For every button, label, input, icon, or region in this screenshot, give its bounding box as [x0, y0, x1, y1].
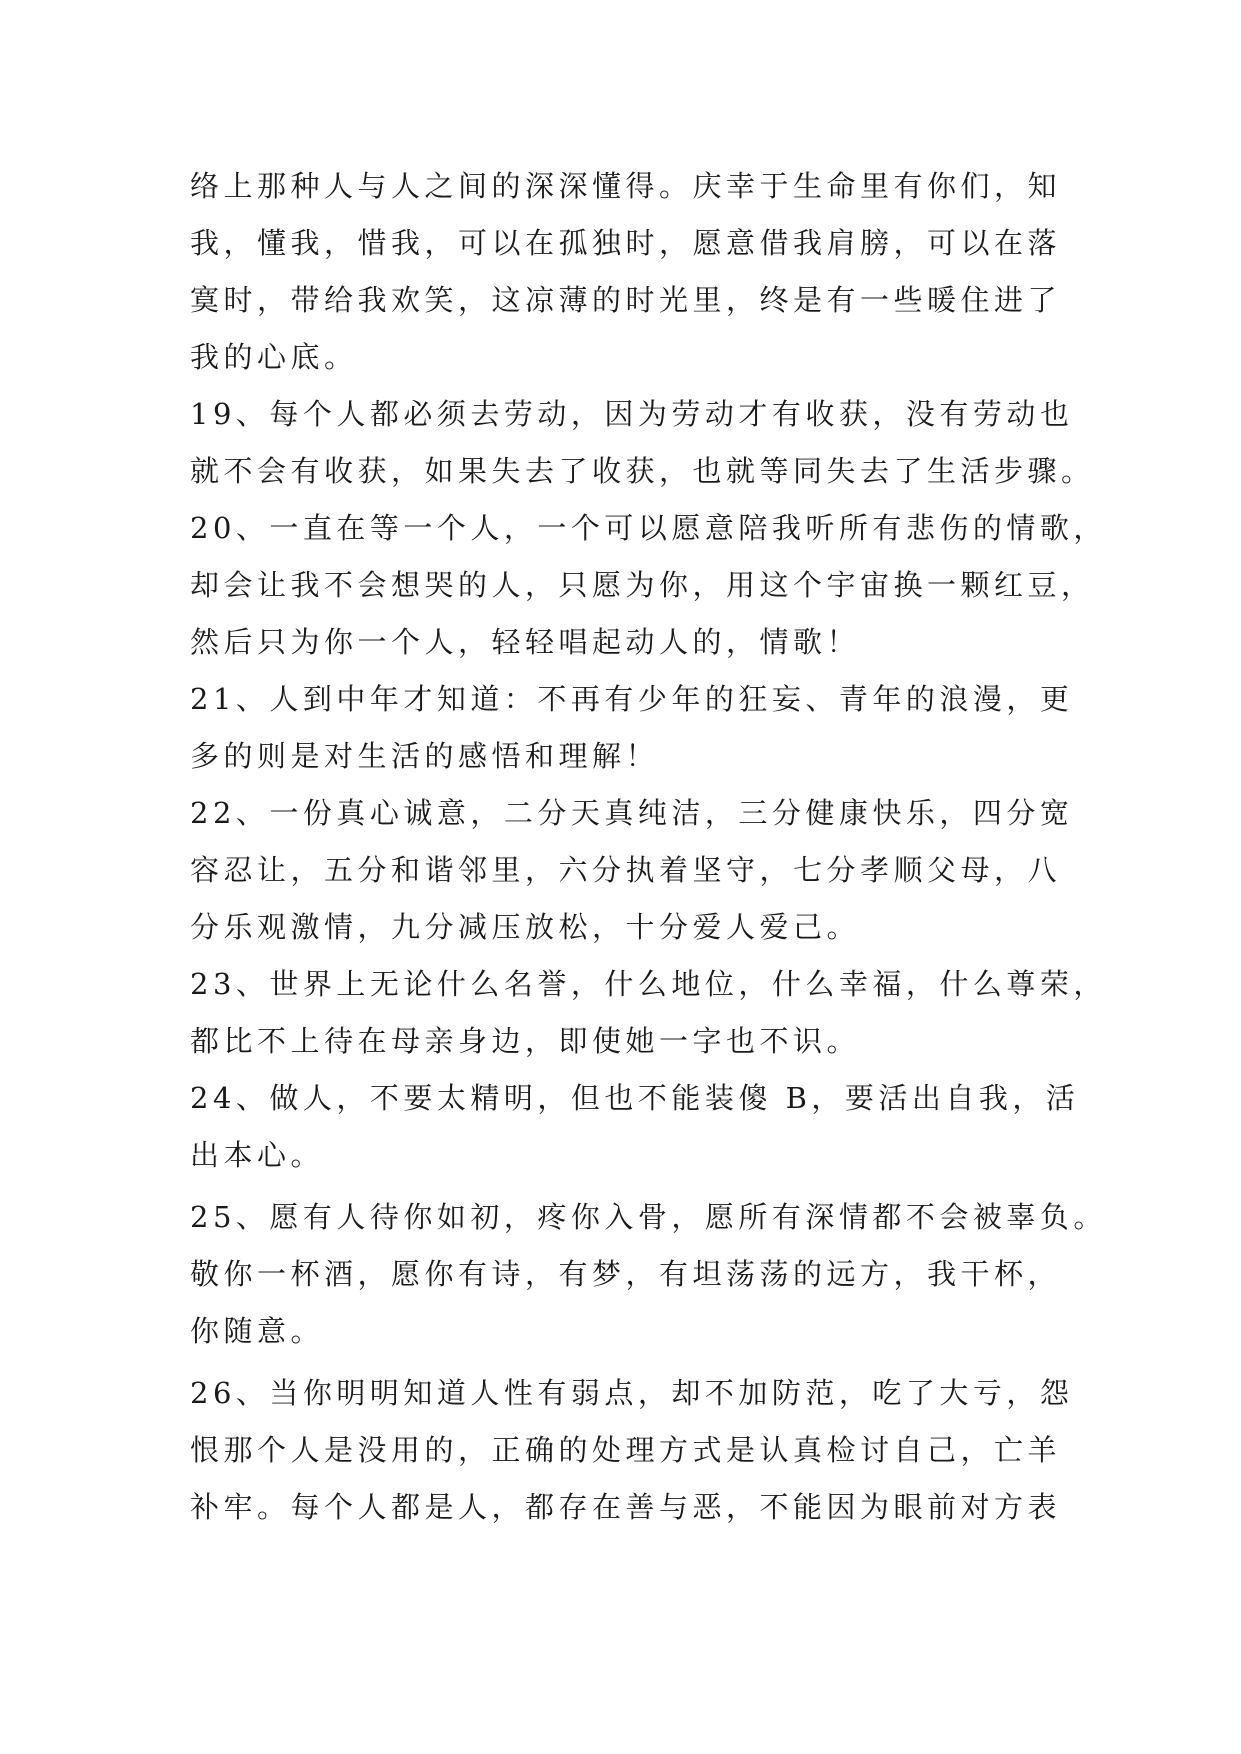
text-line: 25、愿有人待你如初，疼你入骨，愿所有深情都不会被辜负。	[190, 1200, 1107, 1234]
document-body	[190, 158, 1107, 1536]
text-line: 分乐观激情，九分减压放松，十分爱人爱己。	[190, 910, 861, 944]
text-line: 络上那种人与人之间的深深懂得。庆幸于生命里有你们，知	[190, 169, 1062, 203]
text-line: 出本心。	[190, 1138, 325, 1172]
text-line: 然后只为你一个人，轻轻唱起动人的，情歌！	[190, 625, 861, 659]
text-line: 20、一直在等一个人，一个可以愿意陪我听所有悲伤的情歌，	[190, 511, 1107, 545]
text-line: 补牢。每个人都是人，都存在善与恶，不能因为眼前对方表	[190, 1490, 1062, 1524]
text-line: 23、世界上无论什么名誉，什么地位，什么幸福，什么尊荣，	[190, 967, 1107, 1001]
text-line: 都比不上待在母亲身边，即使她一字也不识。	[190, 1024, 861, 1058]
text-line: 容忍让，五分和谐邻里，六分执着坚守，七分孝顺父母，八	[190, 853, 1062, 887]
text-line: 却会让我不会想哭的人，只愿为你，用这个宇宙换一颗红豆，	[190, 568, 1095, 602]
text-line: 就不会有收获，如果失去了收获，也就等同失去了生活步骤。	[190, 454, 1095, 488]
text-line: 26、当你明明知道人性有弱点，却不加防范，吃了大亏，怨	[190, 1376, 1074, 1410]
text-line: 你随意。	[190, 1314, 325, 1348]
text-line: 21、人到中年才知道：不再有少年的狂妄、青年的浪漫，更	[190, 682, 1074, 716]
text-line: 恨那个人是没用的，正确的处理方式是认真检讨自己，亡羊	[190, 1433, 1062, 1467]
text-line: 19、每个人都必须去劳动，因为劳动才有收获，没有劳动也	[190, 397, 1074, 431]
text-line: 寞时，带给我欢笑，这凉薄的时光里，终是有一些暖住进了	[190, 283, 1062, 317]
text-line: 多的则是对生活的感悟和理解！	[190, 739, 660, 773]
text-line: 敬你一杯酒，愿你有诗，有梦，有坦荡荡的远方，我干杯，	[190, 1257, 1062, 1291]
text-line: 22、一份真心诚意，二分天真纯洁，三分健康快乐，四分宽	[190, 796, 1074, 830]
text-line: 我的心底。	[190, 340, 358, 374]
text-line: 24、做人，不要太精明，但也不能装傻 B，要活出自我，活	[190, 1081, 1080, 1115]
text-line: 我，懂我，惜我，可以在孤独时，愿意借我肩膀，可以在落	[190, 226, 1062, 260]
